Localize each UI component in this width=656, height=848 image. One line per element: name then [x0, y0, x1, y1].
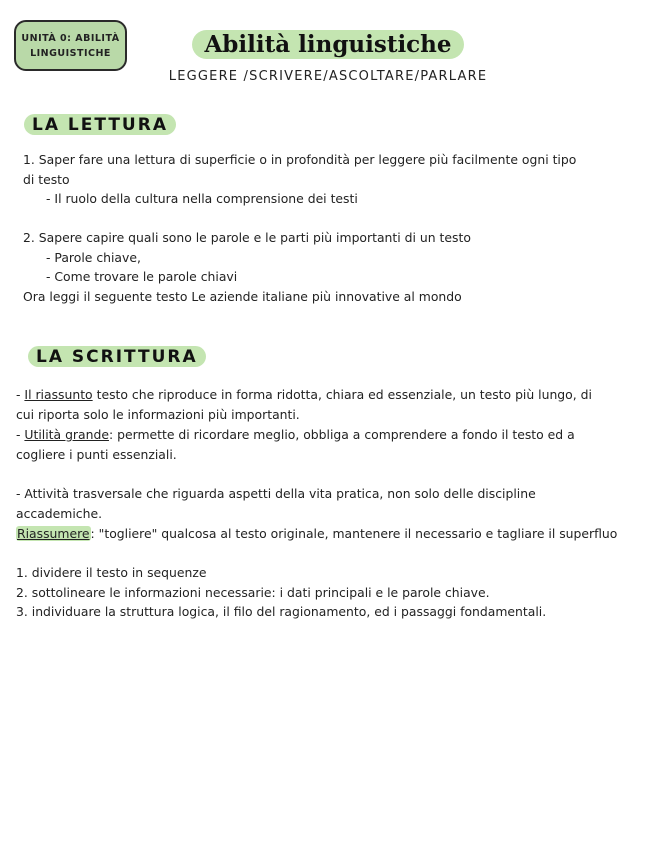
- step-2: 2. sottolineare le informazioni necessarie: i dati principali e le parole chiave.: [16, 585, 490, 600]
- riassunto-definition: testo che riproduce in forma ridotta, chiara ed essenziale, un testo più lungo, di: [92, 387, 592, 402]
- bullet: -: [16, 427, 25, 442]
- scrittura-riassunto-cont: cui riporta solo le informazioni più importanti.: [16, 407, 300, 422]
- scrittura-utilita-cont: cogliere i punti essenziali.: [16, 447, 177, 462]
- lettura-point-2: 2. Sapere capire quali sono le parole e le parti più importanti di un testo: [23, 230, 471, 245]
- scrittura-attivita-cont: accademiche.: [16, 506, 103, 521]
- page-title: Abilità linguistiche: [192, 30, 463, 59]
- utilita-definition: : permette di ricordare meglio, obbliga a comprendere a fondo il testo ed a: [108, 427, 575, 442]
- scrittura-riassunto-line: [16, 387, 592, 402]
- scrittura-attivita-line: - Attività trasversale che riguarda aspetti della vita pratica, non solo delle discipline: [16, 486, 536, 501]
- lettura-subpoint-keywords: - Parole chiave,: [46, 250, 141, 265]
- term-riassumere: Riassumere: [17, 526, 90, 541]
- lettura-point-1: 1. Saper fare una lettura di superficie o in profondità per leggere più facilmente ogni tipo: [23, 152, 577, 167]
- lettura-subpoint-culture: - Il ruolo della cultura nella comprensione dei testi: [46, 191, 358, 206]
- badge-line-2: LINGUISTICHE: [30, 47, 111, 59]
- term-utilita: Utilità grande: [24, 427, 109, 442]
- badge-line-1: UNITÀ 0: ABILITÀ: [21, 32, 120, 44]
- scrittura-utilita-line: [16, 427, 575, 442]
- lettura-point-1-cont: di testo: [23, 172, 70, 187]
- riassumere-definition: : "togliere" qualcosa al testo originale, mantenere il necessario e tagliare il superfluo: [90, 526, 618, 541]
- lettura-subpoint-find-keywords: - Come trovare le parole chiavi: [46, 269, 238, 284]
- scrittura-riassumere-line: [16, 526, 617, 541]
- section-heading-lettura: LA LETTURA: [24, 114, 176, 135]
- page-subtitle: LEGGERE /SCRIVERE/ASCOLTARE/PARLARE: [168, 69, 488, 84]
- step-1: 1. dividere il testo in sequenze: [16, 565, 207, 580]
- title-wrap: [0, 30, 656, 59]
- term-riassunto: Il riassunto: [24, 387, 93, 402]
- section-heading-scrittura: LA SCRITTURA: [28, 346, 206, 367]
- step-3: 3. individuare la struttura logica, il filo del ragionamento, ed i passaggi fondamentali.: [16, 604, 547, 619]
- lettura-read-text: Ora leggi il seguente testo Le aziende italiane più innovative al mondo: [23, 289, 462, 304]
- bullet: -: [16, 387, 25, 402]
